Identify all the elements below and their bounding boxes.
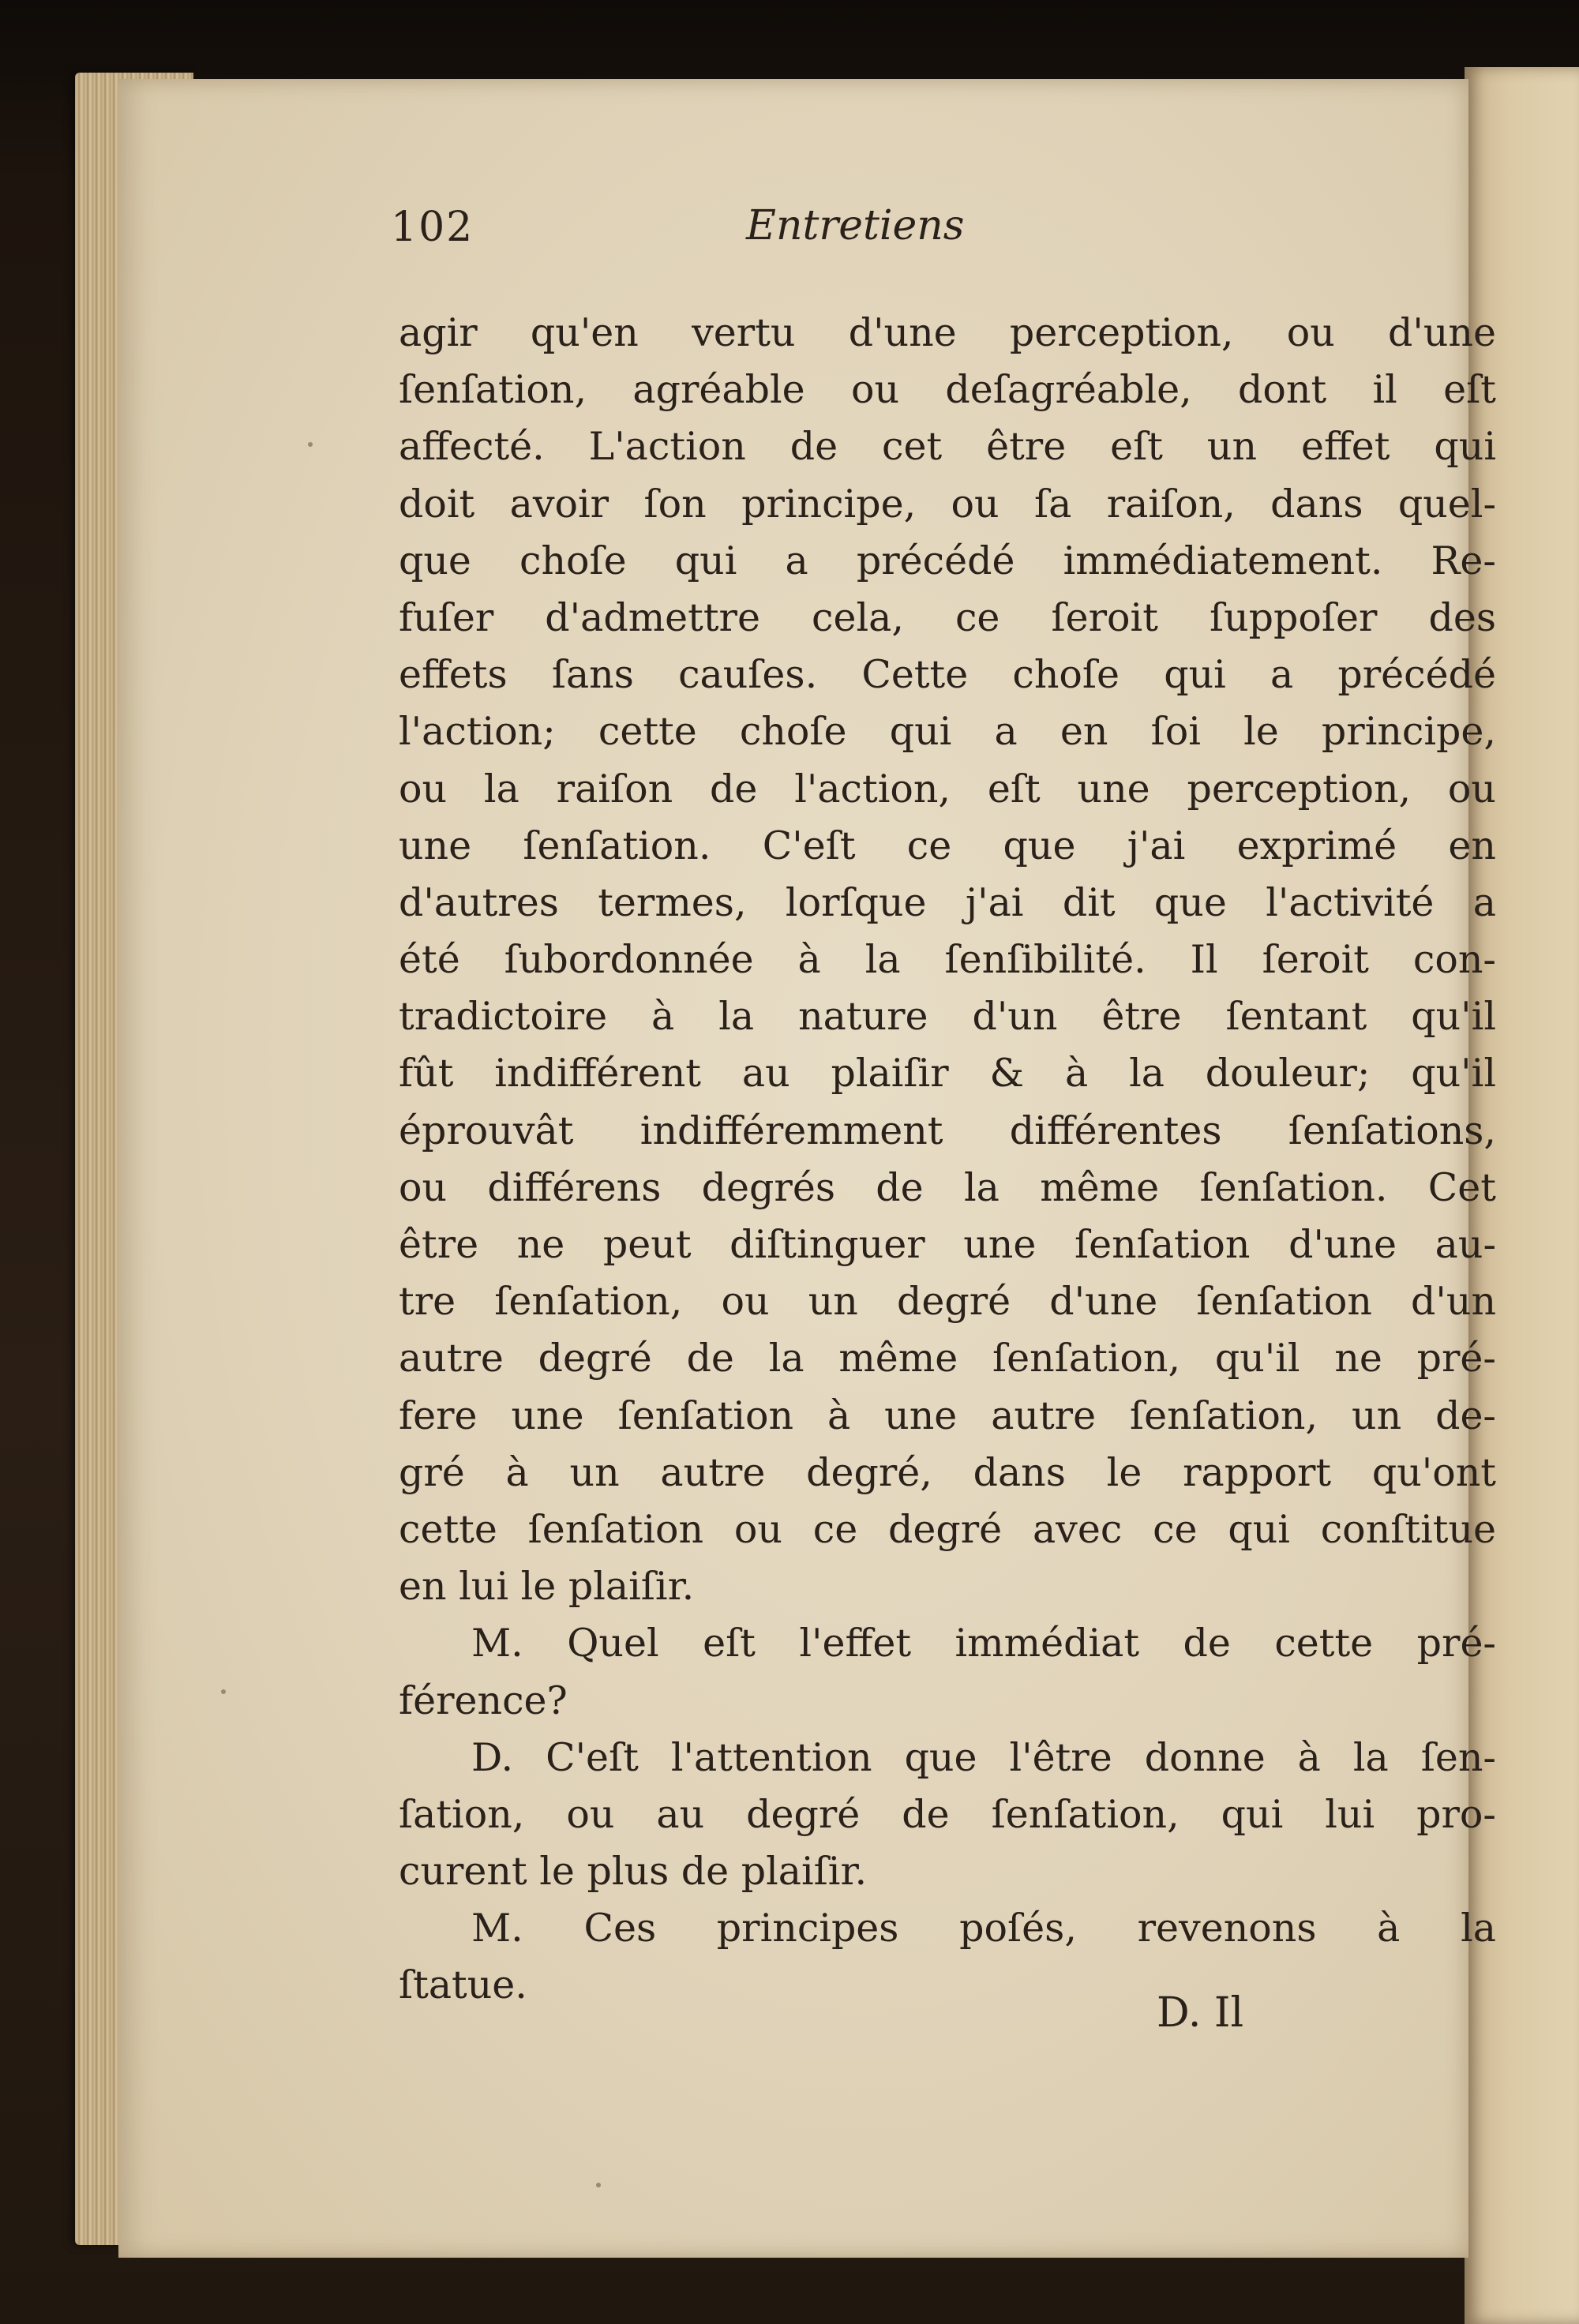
running-head [280,188,1386,283]
paper-speck [308,442,313,447]
catchword: D. Il [1157,1989,1244,2037]
paper-speck [221,1689,226,1694]
text-line: ſation, ou au degré de ſenſation, qui lui pro- [399,1791,1496,1837]
text-line: éprouvât indifféremment différentes ſenſations, [399,1108,1496,1153]
text-line: tradictoire à la nature d'un être ſentant qu'il [399,994,1496,1040]
text-line: être ne peut diſtinguer une ſenſation d'une au- [399,1222,1496,1267]
text-line: fuſer d'admettre cela, ce ſeroit ſuppoſer des [399,594,1496,640]
text-line: fût indifférent au plaiſir & à la douleur; qu'il [399,1051,1496,1096]
text-line: en lui le plaiſir. [399,1564,695,1610]
text-line: cette ſenſation ou ce degré avec ce qui conſtitue [399,1506,1496,1552]
text-line: ou la raiſon de l'action, eſt une perception, ou [399,766,1496,812]
text-line: affecté. L'action de cet être eſt un effet qui [399,424,1496,470]
text-line: doit avoir ſon principe, ou ſa raiſon, dans quel- [399,481,1496,527]
text-line: M. Quel eſt l'effet immédiat de cette pré- [471,1621,1496,1666]
text-line: ſtatue. [399,1962,527,2008]
paper-speck [596,2183,601,2187]
text-line: ou différens degrés de la même ſenſation. Cet [399,1164,1496,1210]
text-line: effets ſans cauſes. Cette choſe qui a précédé [399,652,1496,698]
text-line: curent le plus de plaiſir. [399,1849,868,1895]
text-line: férence? [399,1677,568,1723]
text-line: autre degré de la même ſenſation, qu'il ne pré- [399,1336,1496,1381]
page-text [280,188,1496,2008]
page-number: 102 [391,204,474,251]
text-line: fere une ſenſation à une autre ſenſation, un de- [399,1393,1496,1438]
text-line: tre ſenſation, ou un degré d'une ſenſation d'un [399,1279,1496,1325]
text-line: D. C'eſt l'attention que l'être donne à la ſen- [471,1734,1496,1780]
text-line: d'autres termes, lorſque j'ai dit que l'activité a [399,879,1496,925]
text-line: que choſe qui a précédé immédiatement. Re- [399,538,1496,583]
text-line: ſenſation, agréable ou deſagréable, dont il eſt [399,367,1496,413]
text-line: une ſenſation. C'eſt ce que j'ai exprimé en [399,823,1496,868]
text-line: agir qu'en vertu d'une perception, ou d'une [399,310,1496,355]
text-line: gré à un autre degré, dans le rapport qu'ont [399,1449,1496,1495]
text-line: été ſubordonnée à la ſenſibilité. Il ſeroit con- [399,937,1496,983]
text-line: l'action; cette choſe qui a en ſoi le principe, [399,709,1496,755]
body-paragraphs [399,305,1496,2015]
running-title: Entretiens [746,202,965,249]
text-line: M. Ces principes poſés, revenons à la [471,1906,1496,1951]
